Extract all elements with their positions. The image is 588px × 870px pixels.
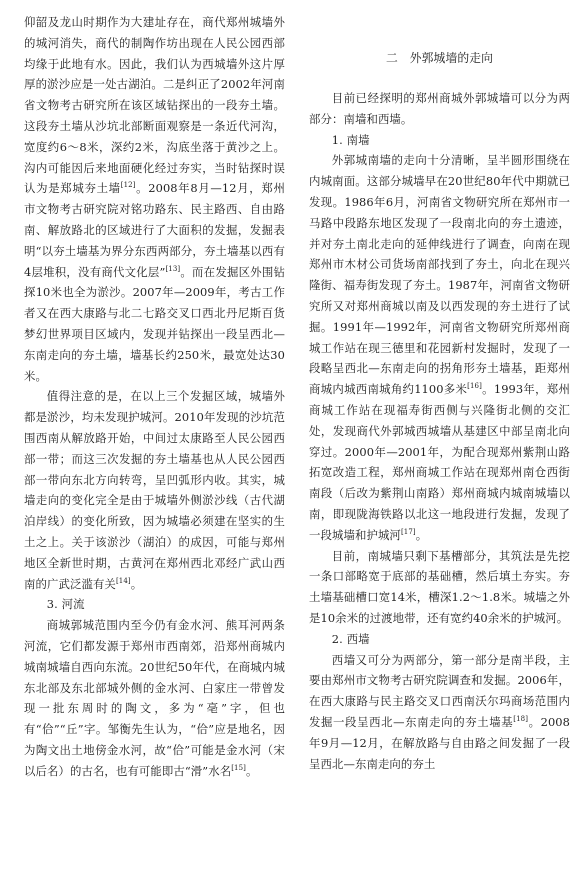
- paragraph: 目前，南城墙只剩下基槽部分，其筑法是先挖一条口部略宽于底部的基础槽，然后填土夯实。夯土墙基础槽口宽14米，槽深1.2～1.8米。城墙之外是10余米的过渡地带，还有宽约40余米的护城河。: [309, 548, 570, 625]
- right-column: [309, 12, 570, 862]
- text-run: 商城郭城范围内至今仍有金水河、熊耳河两条河流，它们都发源于郑州市西南郊，沿郑州商城内城南城墙自西向东流。20世纪50年代，在商城内城东北部及东北部城外侧的金水河、白家庄一带曾发现一批东周时的陶文，多为“亳”字，但也有“佮”“丘”字。邹衡先生认为，“佮”应是地名，因为陶文出土地傍金水河，故“佮”可能是金水河（宋以后名）的古名，也有可能即古“滑”水名: [24, 618, 285, 778]
- paragraph: [24, 12, 285, 386]
- subsection-heading: 3. 河流: [46, 597, 85, 612]
- text-run: 西墙又可分为两部分，第一部分是南半段，主要由郑州市文物考古研究院调查和发掘。2006年，在西大康路与民主路交叉口西南沃尔玛商场范围内发掘一段呈西北—东南走向的夯土墙基: [309, 652, 570, 729]
- subsection-heading: 2. 西墙: [331, 631, 370, 646]
- text-run: 仰韶及龙山时期作为大建址存在，商代郑州城墙外的城河消失，商代的制陶作坊出现在人民公园西部均缘于此地有水。因此，我们认为西城墙外这片厚厚的淤沙应是一处古湖泊。二是纠正了2002年河南省文物考古研究所在该区域钻探出的一段夯土墙。这段夯土墙从沙坑北部断面观察是一条近代河沟，宽度约6～8米，深约2米，沟底坐落于黄沙之上。沟内可能因后来地面硬化经过夯实，当时钻探时误认为是郑城夯土墙: [24, 15, 285, 196]
- text-run: 外郭城南墙的走向十分清晰，呈半圆形围绕在内城南面。这部分城墙早在20世纪80年代中期就已发现。1986年6月，河南省文物研究所在郑州市一马路中段路东地区发现了一段南北向的夯土遗迹，并对夯土南北走向的延伸线进行了调查，向南在现郑州市木材公司货场南部找到了夯土，向北在现兴隆街、福寿街发现了夯土。1987年，河南省文物研究所又对郑州商城以南及以西发现的夯土进行了试掘。1991年—1992年，河南省文物研究所郑州商城工作站在现三德里和花园新村发掘时，发现了一段略呈西北—东南走向的拐角形夯土墙基，距郑州商城内城西南城角约1100多米: [309, 153, 570, 397]
- text-run: 。2008年8月—12月，郑州市文物考古研究院对铭功路东、民主路西、自由路南、解放路北的区域进行了大面积的发掘，发掘表明“以夯土墙基为界分东西两部分，夯土墙基以西有4层堆积，没有商代文化层”: [24, 181, 285, 279]
- text-run: 。2008年9月—12月，在解放路与自由路之间发掘了一段呈西北—东南走向的夯土: [309, 714, 570, 771]
- text-run: 。: [130, 576, 143, 591]
- paragraph: [24, 386, 285, 594]
- citation-ref: [14]: [115, 576, 131, 585]
- subsection-heading: 1. 南墙: [331, 132, 370, 147]
- citation-ref: [17]: [400, 527, 416, 536]
- left-column: [24, 12, 285, 862]
- citation-ref: [12]: [120, 181, 136, 190]
- page: [24, 12, 570, 862]
- section-title: 二 外郭城墙的走向: [385, 51, 494, 65]
- text-run: 。而在发掘区外围钻探10米也全为淤沙。2007年—2009年，考古工作者又在西大康路与北二七路交叉口西北丹尼斯百货梦幻世界项目区域内，发现并钻探出一段呈西北—东南走向的夯土墙，墙基长约250米，最宽处达30米。: [24, 264, 286, 383]
- text-run: 。: [245, 763, 258, 778]
- paragraph: [24, 615, 285, 781]
- text-run: 。1993年，郑州商城工作站在现福寿街西侧与兴隆街北侧的交汇处，发现商代外郭城西城墙从基建区中部呈南北向穿过。2000年—2001年，为配合现郑州紫荆山路拓宽改造工程，郑州商城工作站在现郑州南仓西街南段（后改为紫荆山南路）郑州商城内城南城墙以南，即现陇海铁路以北这一地段进行发掘，发现了一段城墙和护城河: [309, 382, 570, 542]
- citation-ref: [16]: [467, 382, 482, 391]
- citation-ref: [13]: [165, 264, 181, 273]
- text-run: 值得注意的是，在以上三个发掘区域，城墙外都是淤沙，均未发现护城河。2010年发现的沙坑范围西南从解放路开始，中间过太康路至人民公园西部一带；而这三次发掘的夯土墙基也从人民公园西部一带向东北方向转弯，呈凹弧形内收。其实，城墙走向的变化完全是由于城墙外侧淤沙线（古代湖泊岸线）的变化所致，因为城墙必须建在坚实的生土之上。关于该淤沙（湖泊）的成因，可能与郑州地区全新世时期，古黄河在郑州西北邓经广武山西南的广武泛滥有关: [24, 389, 285, 591]
- paragraph: 目前已经探明的郑州商城外郭城墙可以分为两部分：南墙和西墙。: [309, 91, 570, 126]
- citation-ref: [15]: [231, 763, 246, 772]
- citation-ref: [18]: [513, 715, 529, 724]
- paragraph: [309, 650, 570, 775]
- paragraph: [309, 150, 570, 545]
- text-run: 。: [415, 527, 428, 542]
